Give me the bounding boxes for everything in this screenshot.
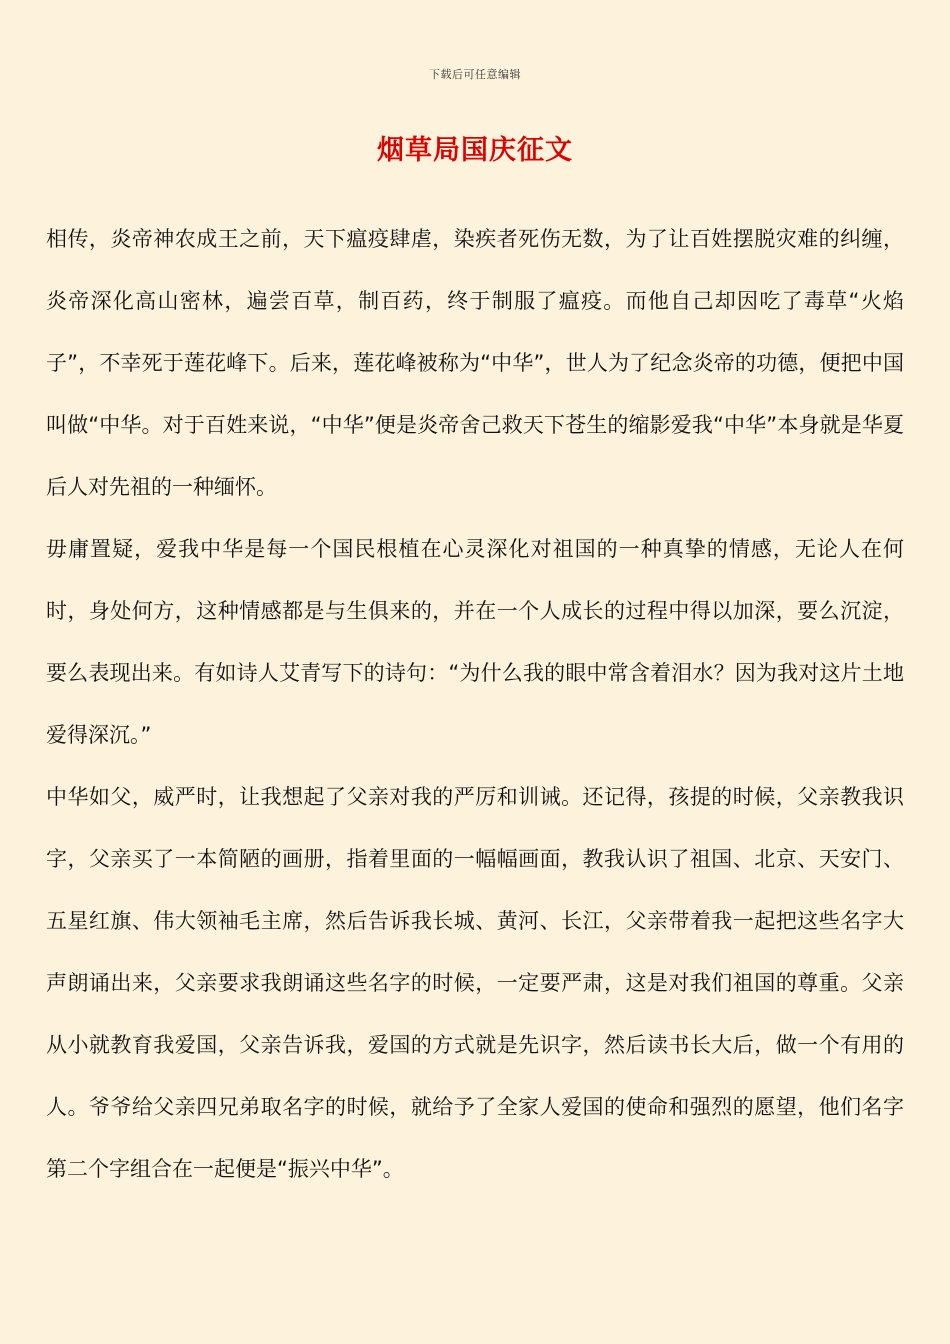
paragraph-2: 毋庸置疑，爱我中华是每一个国民根植在心灵深化对祖国的一种真挚的情感，无论人在何时，身处何方，这种情感都是与生俱来的，并在一个人成长的过程中得以加深，要么沉淀，要么表现出来。有如诗人艾青写下的诗句：“为什么我的眼中常含着泪水？因为我对这片土地爱得深沉。” — [46, 537, 904, 747]
paragraph-3: 中华如父，威严时，让我想起了父亲对我的严厉和训诫。还记得，孩提的时候，父亲教我识字，父亲买了一本简陋的画册，指着里面的一幅幅画面，教我认识了祖国、北京、天安门、五星红旗、伟大领袖毛主席，然后告诉我长城、黄河、长江，父亲带着我一起把这些名字大声朗诵出来，父亲要求我朗诵这些名字的时候，一定要严肃，这是对我们祖国的尊重。父亲从小就教育我爱国，父亲告诉我，爱国的方式就是先识字，然后读书长大后，做一个有用的人。爷爷给父亲四兄弟取名字的时候，就给予了全家人爱国的使命和强烈的愿望，他们名字第二个字组合在一起便是“振兴中华”。 — [46, 785, 904, 1181]
document-title: 烟草局国庆征文 — [377, 135, 573, 166]
document-body — [46, 208, 904, 1200]
header-note: 下载后可任意编辑 — [429, 68, 521, 81]
paragraph-1: 相传，炎帝神农成王之前，天下瘟疫肆虐，染疾者死伤无数，为了让百姓摆脱灾难的纠缠，炎帝深化高山密林，遍尝百草，制百药，终于制服了瘟疫。而他自己却因吃了毒草“火焰子”，不幸死于莲花峰下。后来，莲花峰被称为“中华”，世人为了纪念炎帝的功德，便把中国叫做“中华。对于百姓来说，“中华”便是炎帝舍己救天下苍生的缩影爱我“中华”本身就是华夏后人对先祖的一种缅怀。 — [46, 227, 904, 499]
